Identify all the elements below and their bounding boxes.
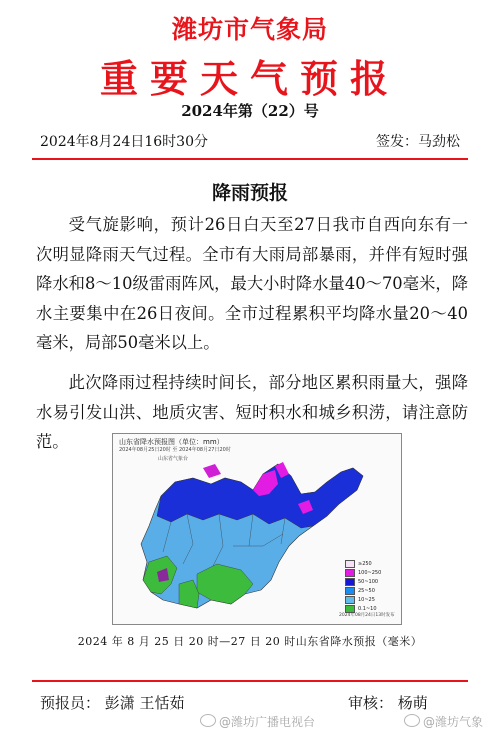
forecasters: 预报员： 彭潇 王恬茹 [40, 694, 185, 712]
issue-number: 2024年第（22）号 [181, 102, 319, 120]
forecast-paragraph: 受气旋影响，预计26日白天至27日我市自西向东有一次明显降雨天气过程。全市有大雨局部暴雨，并伴有短时强降水和8～10级雷雨阵风，最大小时降水量40～70毫米，降水主要集中在26日夜间。全市过程累积平均降水量20～40毫米，局部50毫米以上。 [36, 215, 468, 352]
top-red-line [32, 158, 468, 160]
precipitation-map [112, 433, 402, 625]
legend-item: 25~50 [345, 586, 393, 595]
map-subtitle: 2024年08月25日20时 至 2024年08月27日20时 [119, 447, 231, 453]
signer: 签发：马劲松 [376, 134, 460, 150]
weibo-icon [404, 714, 420, 727]
weibo-icon [200, 714, 216, 727]
agency-name: 潍坊市气象局 [171, 15, 328, 44]
issue-time: 2024年8月24日16时30分 [40, 134, 208, 150]
legend-item: 0.1~10 [345, 604, 393, 613]
legend-item: 10~25 [345, 595, 393, 604]
meta-line [40, 131, 460, 151]
watermark-tv: @潍坊广播电视台 [200, 713, 315, 730]
section-title: 降雨预报 [211, 182, 288, 204]
map-issuer: 山东省气象台 [158, 456, 189, 462]
reviewer: 审核： 杨萌 [348, 694, 428, 712]
bottom-red-line [32, 680, 468, 682]
legend-item: ≥250 [345, 559, 393, 568]
footer [40, 692, 460, 713]
legend-item: 100~250 [345, 568, 393, 577]
document-title: 重要天气预报 [99, 56, 400, 101]
map-title: 山东省降水预报图（单位：mm） [119, 438, 224, 446]
map-caption: 2024 年 8 月 25 日 20 时—27 日 20 时山东省降水预报（毫米） [77, 635, 423, 648]
map-legend [345, 559, 393, 613]
warning-paragraph: 此次降雨过程持续时间长，部分地区累积雨量大，强降水易引发山洪、地质灾害、短时积水和城乡积涝，请注意防范。 [36, 373, 468, 451]
watermark-weather: @潍坊气象 [404, 713, 483, 730]
legend-item: 50~100 [345, 577, 393, 586]
map-footnote: 2024年08月24日13时发布 [339, 613, 395, 618]
